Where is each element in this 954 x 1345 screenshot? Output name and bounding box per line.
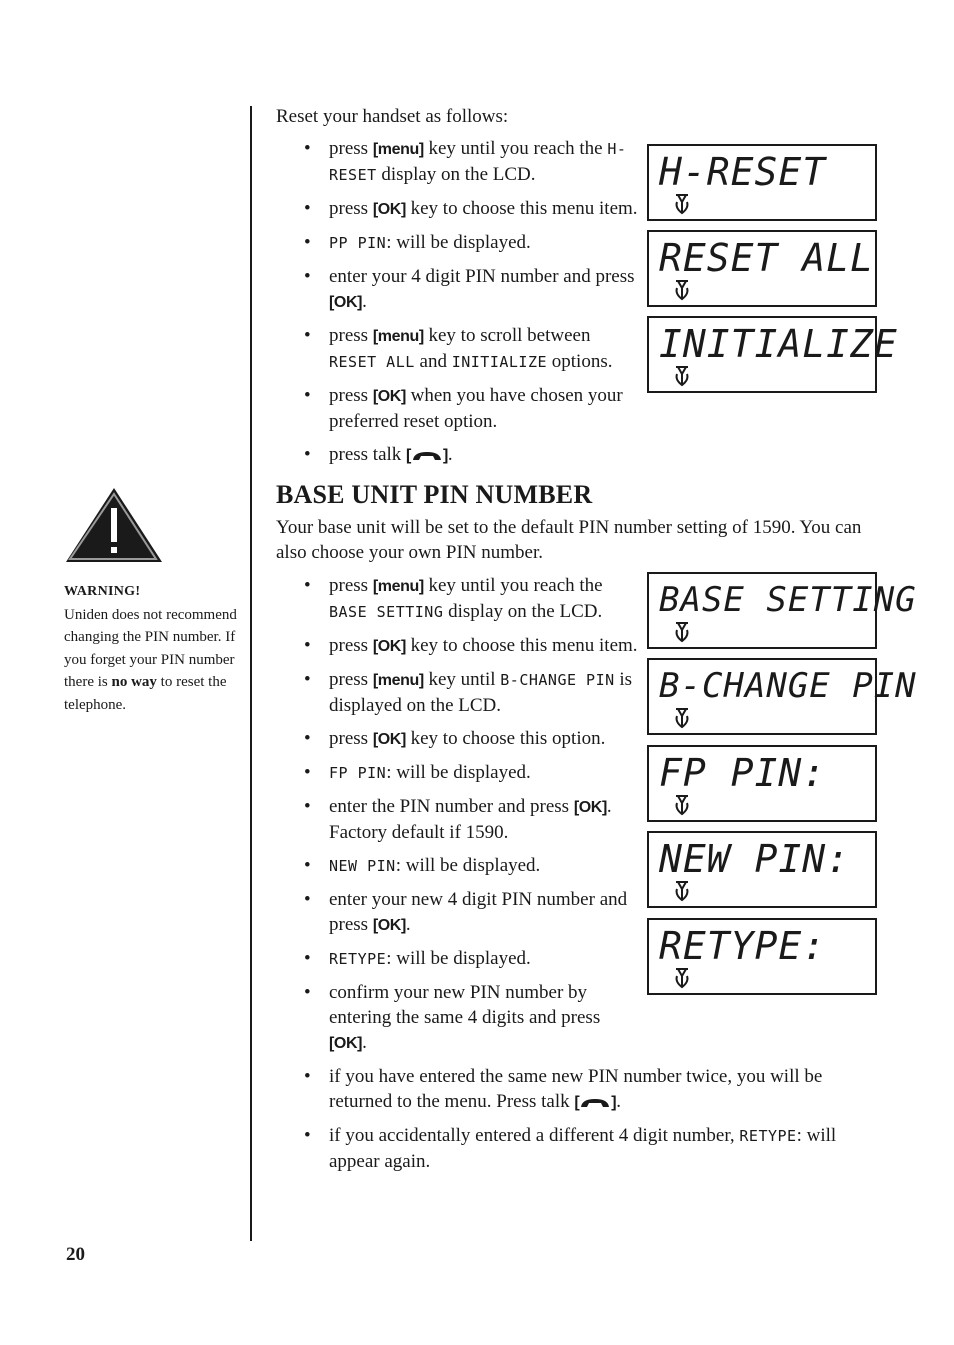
warning-body: Uniden does not recommend changing the PIN number. If you forget your PIN number there is no way to reset the telephone. (64, 606, 237, 713)
list-item: • press [menu] key until you reach the BASE SETTING display on the LCD. (276, 573, 639, 625)
section-description: Your base unit will be set to the default PIN number setting of 1590. You can also choose your own PIN number. (276, 517, 862, 563)
antenna-icon (673, 880, 691, 902)
antenna-icon (673, 967, 691, 989)
lcd-screen-initialize (647, 316, 898, 393)
lcd-screen-retype (647, 918, 877, 995)
antenna-icon (673, 365, 691, 387)
lcd-text: H-RESET (659, 150, 827, 194)
talk-key-icon (411, 450, 443, 462)
lcd-screen-base-setting (647, 572, 917, 649)
lcd-text: NEW PIN: (659, 837, 851, 881)
list-item: • press [menu] key until you reach the H-RESET display on the LCD. (276, 136, 639, 188)
list-item: • NEW PIN: will be displayed. (276, 853, 639, 879)
column-divider (250, 106, 252, 1241)
list-item: • FP PIN: will be displayed. (276, 760, 639, 786)
page-number: 20 (66, 1244, 85, 1265)
list-item: • if you accidentally entered a different 4 digit number, RETYPE: will appear again. (276, 1123, 884, 1174)
talk-key-icon (579, 1097, 611, 1109)
list-item: • press [menu] key until B-CHANGE PIN is displayed on the LCD. (276, 667, 639, 718)
list-item: • press talk [ ]. (276, 442, 639, 468)
list-item: • RETYPE: will be displayed. (276, 946, 639, 972)
lcd-text: INITIALIZE (659, 322, 898, 366)
list-item: • press [menu] key to scroll between RESET ALL and INITIALIZE options. (276, 323, 639, 375)
list-item: • enter your new 4 digit PIN number and press [OK]. (276, 887, 639, 938)
lcd-text: B-CHANGE PIN (659, 666, 917, 706)
lcd-text: BASE SETTING (659, 580, 917, 620)
list-item: • enter your 4 digit PIN number and press [OK]. (276, 264, 639, 315)
list-item: • press [OK] key to choose this option. (276, 726, 639, 752)
list-item: • press [OK] when you have chosen your preferred reset option. (276, 383, 639, 434)
warning-title: WARNING! (64, 584, 141, 599)
lcd-screen-h-reset (647, 144, 877, 221)
antenna-icon (673, 279, 691, 301)
list-item: • press [OK] key to choose this menu item. (276, 196, 639, 222)
antenna-icon (673, 193, 691, 215)
reset-intro: Reset your handset as follows: (276, 106, 509, 127)
lcd-text: RESET ALL (659, 236, 874, 280)
antenna-icon (673, 707, 691, 729)
list-item: • confirm your new PIN number by entering the same 4 digits and press [OK]. (276, 980, 639, 1056)
list-item: • enter the PIN number and press [OK]. Factory default if 1590. (276, 794, 639, 845)
warning-triangle-icon (62, 486, 166, 566)
antenna-icon (673, 621, 691, 643)
lcd-text: FP PIN: (659, 751, 827, 795)
list-item: • if you have entered the same new PIN number twice, you will be returned to the menu. Press talk [ ]. (276, 1064, 884, 1115)
lcd-screen-reset-all (647, 230, 877, 307)
list-item: • press [OK] key to choose this menu item. (276, 633, 639, 659)
lcd-text: RETYPE: (659, 924, 827, 968)
lcd-screen-fp-pin (647, 745, 877, 822)
lcd-screen-b-change-pin (647, 658, 917, 735)
antenna-icon (673, 794, 691, 816)
warning-note (64, 581, 244, 716)
lcd-screen-new-pin (647, 831, 877, 908)
list-item: • PP PIN: will be displayed. (276, 230, 639, 256)
section-heading: BASE UNIT PIN NUMBER (276, 480, 593, 509)
